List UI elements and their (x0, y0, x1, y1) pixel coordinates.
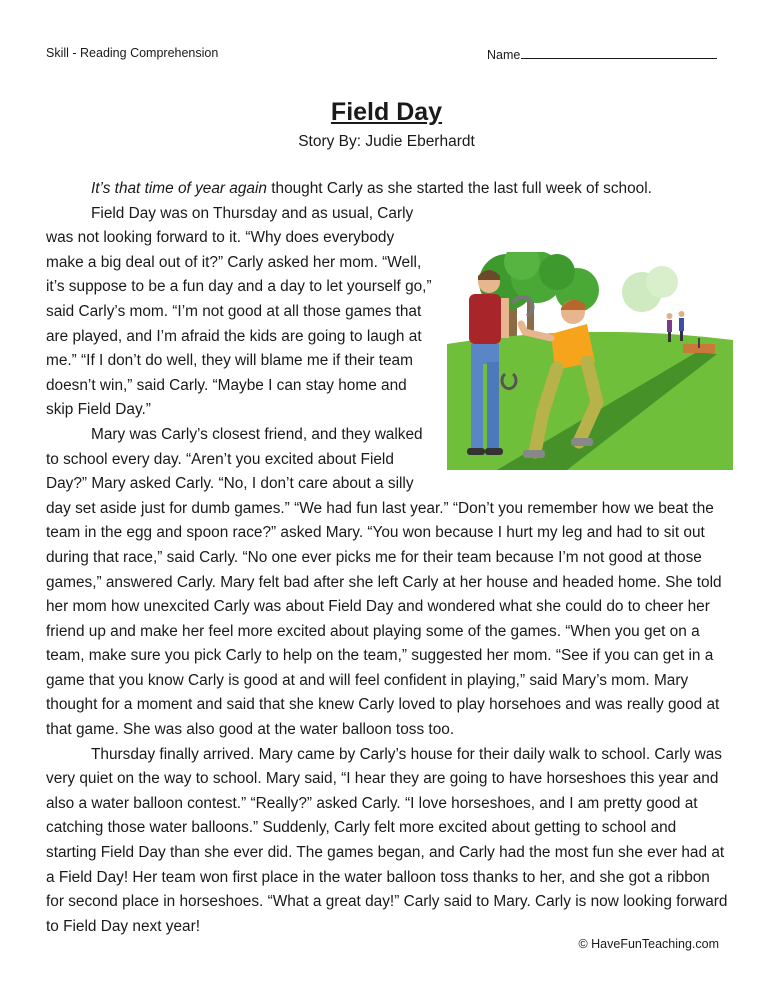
paragraph-1-italic: It’s that time of year again (91, 180, 267, 197)
paragraph-3: Mary was Carly’s closest friend, and they walked to school every day. “Aren’t you excited about Field Day?” Mary asked Carly. “No, I don’t care about a silly day set aside just for dumb games.” “We had fun last year.” “Don’t you remember how we beat the team in the egg and spoon race?” asked Mary. “You won because I hurt my leg and had to sit out during that race,” said Carly. “No one ever picks me for their team because I’m not good at those games,” answered Carly. Mary felt bad after she left Carly at her house and headed home. She told her mom how unexcited Carly was about Field Day and wondered what she could do to cheer her friend up and make her feel more excited about playing some of the games. “When you get on a team, make sure you pick Carly to help on the team,” suggested her mom. “See if you can get in a game that you know Carly is good at and will feel confident in playing,” said Mary’s mom. Mary thought for a moment and said that she knew Carly loved to play horsehoes and was really good at that game. She was also good at the water balloon toss too. (46, 425, 722, 739)
paragraph-2: Field Day was on Thursday and as usual, Carly was not looking forward to it. “Why does everybody make a big deal out of it?” Carly asked her mom. “Well, it’s suppose to be a fun day and a day to let yourself go,” said Carly’s mom. “I’m not good at all those games that are played, and I’m afraid the kids are going to laugh at me.” “If I don’t do well, they will blame me if their team doesn’t win,” said Carly. “Maybe I can stay home and skip Field Day.” (46, 204, 432, 419)
name-blank-line[interactable] (521, 46, 717, 59)
paragraph-1-text: thought Carly as she started the last full week of school. (266, 180, 652, 197)
story-body (46, 177, 730, 939)
horseshoes-illustration (447, 252, 733, 470)
copyright-footer: © HaveFunTeaching.com (578, 937, 719, 951)
paragraph-4: Thursday finally arrived. Mary came by Carly’s house for their daily walk to school. Carly was very quiet on the way to school. Mary said, “I hear they are going to have horseshoes this year and also a water balloon contest.” “Really?” asked Carly. “I love horseshoes, and I am pretty good at catching those water balloons.” Suddenly, Carly felt more excited about getting to school and starting Field Day than she ever did. The games began, and Carly had the most fun she ever had at a Field Day! Her team won first place in the water balloon toss thanks to her, and she got a ribbon for second place in horseshoes. “What a great day!” Carly said to Mary. Carly is now looking forward to Field Day next year! (46, 745, 728, 935)
page-title: Field Day (330, 98, 443, 126)
byline: Story By: Judie Eberhardt (298, 133, 475, 150)
skill-label: Skill - Reading Comprehension (46, 46, 219, 60)
name-field[interactable] (487, 46, 717, 62)
paragraph-1 (46, 177, 730, 202)
name-label: Name (487, 48, 521, 62)
